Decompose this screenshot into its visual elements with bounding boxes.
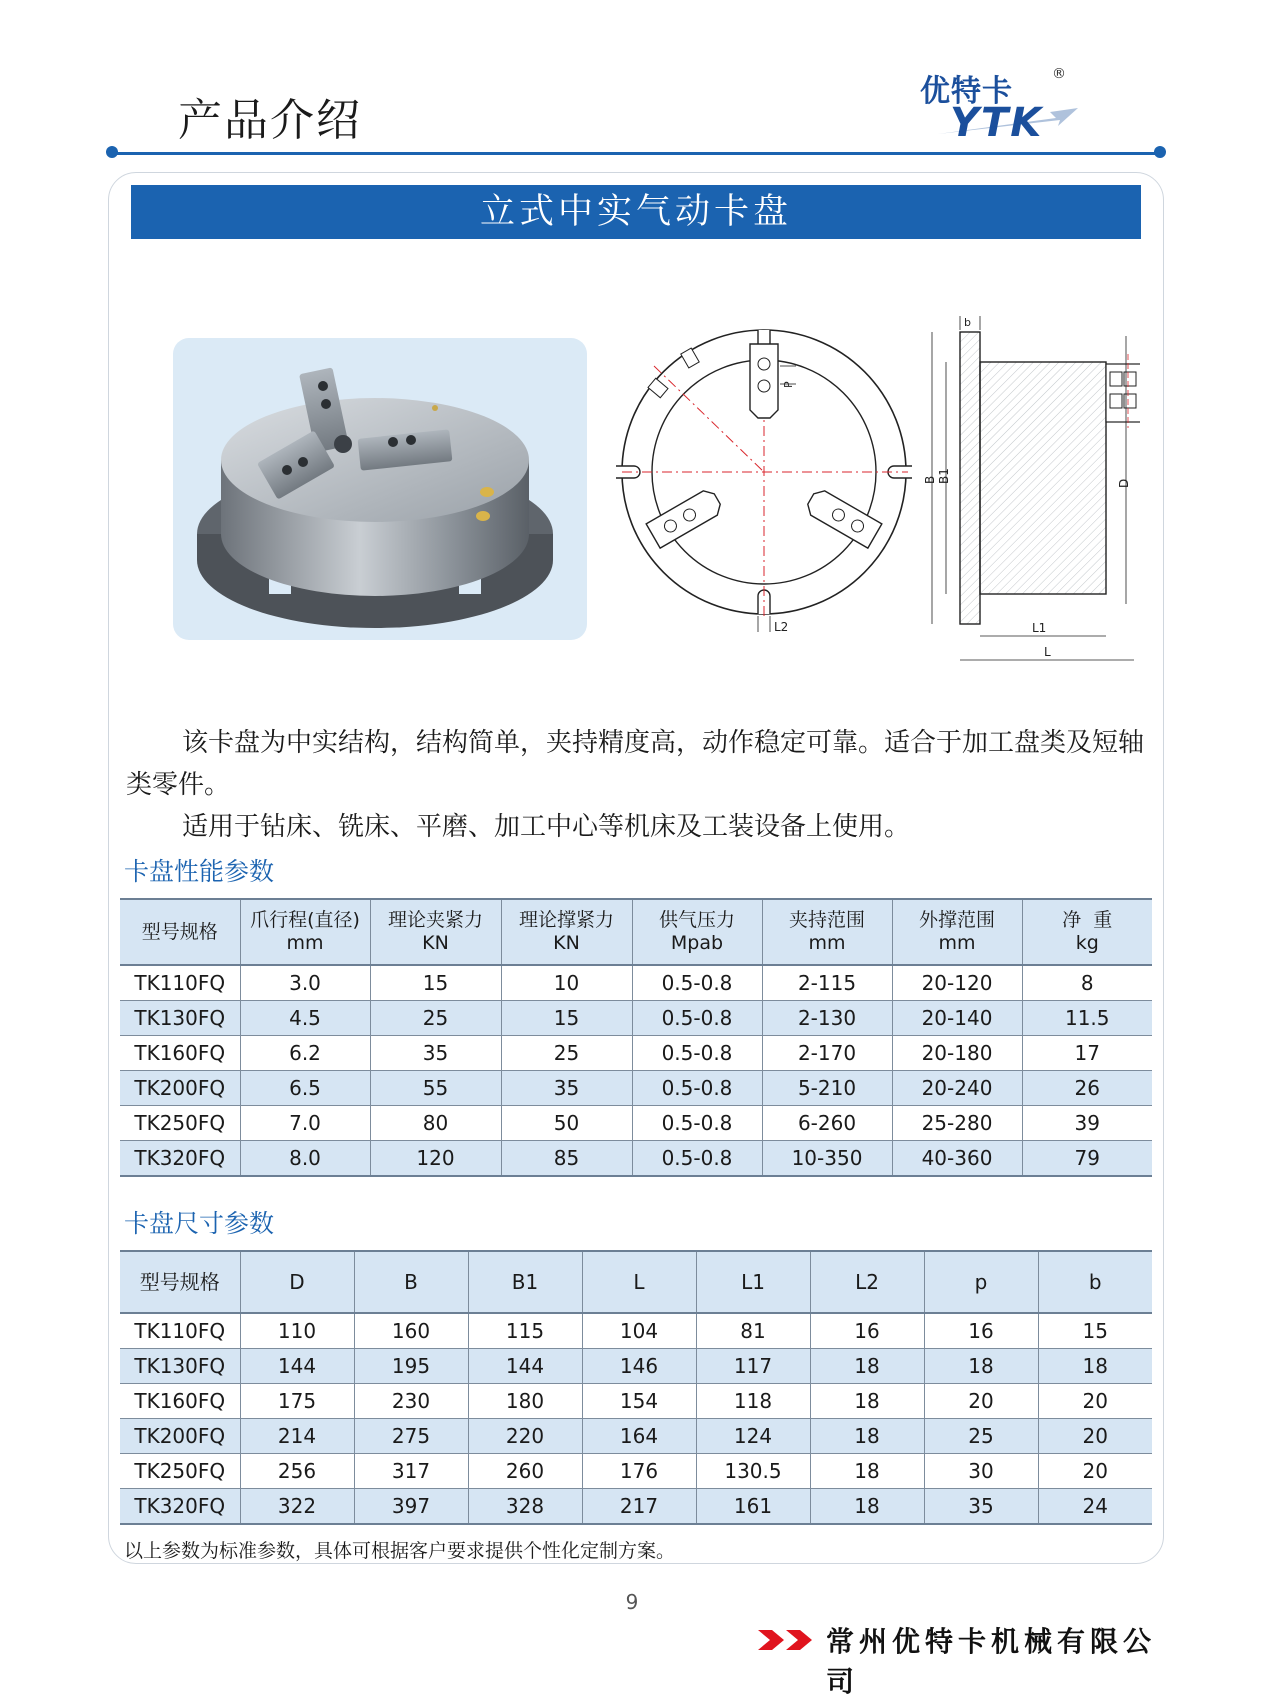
- performance-table-cell: 55: [370, 1071, 501, 1106]
- performance-table-row: [120, 1106, 1152, 1141]
- dimensions-table-cell: 144: [240, 1349, 354, 1384]
- dimensions-table-row: [120, 1419, 1152, 1454]
- dimensions-table-cell-model: TK250FQ: [120, 1454, 240, 1489]
- performance-table-cell: 6.2: [240, 1036, 370, 1071]
- perf-header-clamp-force: 理论夹紧力 KN: [370, 899, 501, 965]
- dimensions-table-cell-model: TK160FQ: [120, 1384, 240, 1419]
- logo-english-name: YTK: [950, 100, 1044, 146]
- dimensions-table-cell: 16: [924, 1313, 1038, 1349]
- dimensions-table-row: [120, 1489, 1152, 1525]
- page-number: 9: [625, 1590, 639, 1614]
- dimensions-table-cell-model: TK130FQ: [120, 1349, 240, 1384]
- header-divider: [112, 152, 1162, 155]
- side-label-l1: L1: [1032, 621, 1047, 635]
- performance-table-cell: 20-240: [892, 1071, 1022, 1106]
- dimensions-table-row: [120, 1313, 1152, 1349]
- performance-table-cell: 15: [501, 1001, 632, 1036]
- dimensions-table: [120, 1250, 1152, 1525]
- dimensions-table-row: [120, 1384, 1152, 1419]
- side-label-d: D: [1117, 478, 1131, 488]
- dimensions-table-cell: 18: [810, 1419, 924, 1454]
- dimensions-table-cell: 154: [582, 1384, 696, 1419]
- perf-header-expand-force: 理论撑紧力 KN: [501, 899, 632, 965]
- performance-table-cell: 3.0: [240, 965, 370, 1001]
- performance-table-cell: 10-350: [762, 1141, 892, 1177]
- performance-table-cell: 0.5-0.8: [632, 965, 762, 1001]
- performance-table-cell: 26: [1022, 1071, 1152, 1106]
- performance-table-row: [120, 1036, 1152, 1071]
- performance-heading: 卡盘性能参数: [124, 857, 275, 886]
- performance-table-cell: 25-280: [892, 1106, 1022, 1141]
- dimensions-table-cell: 160: [354, 1313, 468, 1349]
- performance-table-cell: 35: [501, 1071, 632, 1106]
- side-view-drawing: [920, 314, 1140, 664]
- front-label-p: P: [782, 381, 795, 388]
- dimensions-table-cell: 81: [696, 1313, 810, 1349]
- performance-table-cell: 25: [370, 1001, 501, 1036]
- dimensions-table-cell: 30: [924, 1454, 1038, 1489]
- front-view-svg: [612, 326, 916, 636]
- dimensions-table-cell: 124: [696, 1419, 810, 1454]
- perf-header-model: 型号规格: [120, 899, 240, 965]
- performance-table-cell: 25: [501, 1036, 632, 1071]
- dimensions-table-cell: 275: [354, 1419, 468, 1454]
- dimensions-table-cell: 397: [354, 1489, 468, 1525]
- standard-parameters-note: 以上参数为标准参数，具体可根据客户要求提供个性化定制方案。: [124, 1540, 676, 1562]
- dimensions-table-cell: 18: [1038, 1349, 1152, 1384]
- dimensions-table-cell: 180: [468, 1384, 582, 1419]
- performance-table-cell: 6-260: [762, 1106, 892, 1141]
- dimensions-table-cell: 18: [924, 1349, 1038, 1384]
- performance-table-row: [120, 1071, 1152, 1106]
- performance-table-cell: 7.0: [240, 1106, 370, 1141]
- side-label-b: B: [923, 475, 937, 484]
- performance-table-cell: 8.0: [240, 1141, 370, 1177]
- dimensions-table-cell: 15: [1038, 1313, 1152, 1349]
- performance-table-cell: 20-120: [892, 965, 1022, 1001]
- performance-table-row: [120, 1001, 1152, 1036]
- divider-dot-right: [1154, 146, 1166, 158]
- dimensions-table-cell: 25: [924, 1419, 1038, 1454]
- dimensions-table-row: [120, 1454, 1152, 1489]
- dimensions-table-cell: 322: [240, 1489, 354, 1525]
- dimensions-table-cell: 256: [240, 1454, 354, 1489]
- dimensions-table-cell: 18: [810, 1454, 924, 1489]
- dimensions-table-cell: 118: [696, 1384, 810, 1419]
- performance-table-cell: 0.5-0.8: [632, 1071, 762, 1106]
- performance-table-cell: 79: [1022, 1141, 1152, 1177]
- dimensions-table-cell: 144: [468, 1349, 582, 1384]
- performance-header-row: [120, 899, 1152, 965]
- perf-header-stroke: 爪行程(直径) mm: [240, 899, 370, 965]
- description-paragraph-1: 该卡盘为中实结构，结构简单，夹持精度高，动作稳定可靠。适合于加工盘类及短轴类零件。: [126, 728, 1145, 800]
- dimensions-table-cell: 20: [924, 1384, 1038, 1419]
- performance-table-cell-model: TK320FQ: [120, 1141, 240, 1177]
- performance-table-cell: 0.5-0.8: [632, 1036, 762, 1071]
- dimensions-table-cell: 115: [468, 1313, 582, 1349]
- perf-header-expand-range: 外撑范围 mm: [892, 899, 1022, 965]
- dim-header-l1: L1: [696, 1251, 810, 1313]
- performance-table-cell: 6.5: [240, 1071, 370, 1106]
- dimensions-table-cell: 20: [1038, 1454, 1152, 1489]
- dim-header-model: 型号规格: [120, 1251, 240, 1313]
- double-arrow-icon: [758, 1628, 818, 1652]
- dimensions-table-cell: 217: [582, 1489, 696, 1525]
- performance-table-cell: 2-130: [762, 1001, 892, 1036]
- front-label-l2: L2: [774, 620, 789, 634]
- dimensions-table-cell-model: TK200FQ: [120, 1419, 240, 1454]
- dimensions-table-cell: 110: [240, 1313, 354, 1349]
- performance-table-cell-model: TK130FQ: [120, 1001, 240, 1036]
- dim-header-l: L: [582, 1251, 696, 1313]
- dim-header-p: p: [924, 1251, 1038, 1313]
- performance-table-cell-model: TK200FQ: [120, 1071, 240, 1106]
- side-label-l: L: [1044, 645, 1051, 659]
- dim-header-d: D: [240, 1251, 354, 1313]
- perf-header-clamp-range: 夹持范围 mm: [762, 899, 892, 965]
- performance-table-cell: 11.5: [1022, 1001, 1152, 1036]
- performance-table-cell: 35: [370, 1036, 501, 1071]
- dimensions-header-row: [120, 1251, 1152, 1313]
- product-description: [126, 722, 1156, 848]
- performance-table-cell-model: TK250FQ: [120, 1106, 240, 1141]
- dimensions-table-cell: 214: [240, 1419, 354, 1454]
- dim-header-b: B: [354, 1251, 468, 1313]
- dimensions-table-row: [120, 1349, 1152, 1384]
- company-footer: [758, 1620, 1168, 1698]
- dimensions-table-cell-model: TK110FQ: [120, 1313, 240, 1349]
- performance-table-cell: 2-170: [762, 1036, 892, 1071]
- side-view-svg: [920, 314, 1140, 664]
- dimensions-table-cell: 220: [468, 1419, 582, 1454]
- performance-table-cell: 8: [1022, 965, 1152, 1001]
- dimensions-table-cell: 260: [468, 1454, 582, 1489]
- performance-table-cell: 15: [370, 965, 501, 1001]
- dimensions-table-cell: 104: [582, 1313, 696, 1349]
- product-title: 立式中实气动卡盘: [479, 192, 792, 232]
- perf-header-air-pressure: 供气压力 Mpab: [632, 899, 762, 965]
- divider-dot-left: [106, 146, 118, 158]
- description-paragraph-2: 适用于钻床、铣床、平磨、加工中心等机床及工装设备上使用。: [182, 812, 911, 842]
- performance-table: [120, 898, 1152, 1177]
- brand-logo: [918, 62, 1078, 146]
- performance-table-cell: 0.5-0.8: [632, 1001, 762, 1036]
- performance-table-cell: 0.5-0.8: [632, 1141, 762, 1177]
- dimensions-table-cell: 175: [240, 1384, 354, 1419]
- dimensions-table-cell: 20: [1038, 1384, 1152, 1419]
- dimensions-table-cell: 16: [810, 1313, 924, 1349]
- performance-table-cell: 80: [370, 1106, 501, 1141]
- logo-chinese-name: 优特卡: [920, 74, 1013, 109]
- dimensions-table-cell: 317: [354, 1454, 468, 1489]
- product-photo: [173, 338, 587, 640]
- product-title-banner: [131, 185, 1141, 239]
- dimensions-table-cell: 24: [1038, 1489, 1152, 1525]
- side-label-b-small: b: [964, 316, 971, 329]
- dimensions-heading: 卡盘尺寸参数: [124, 1209, 275, 1238]
- performance-table-cell-model: TK160FQ: [120, 1036, 240, 1071]
- dimensions-table-cell: 161: [696, 1489, 810, 1525]
- performance-table-cell: 20-180: [892, 1036, 1022, 1071]
- dimensions-table-cell: 195: [354, 1349, 468, 1384]
- dimensions-table-cell: 146: [582, 1349, 696, 1384]
- performance-table-cell: 4.5: [240, 1001, 370, 1036]
- dimensions-table-cell: 18: [810, 1489, 924, 1525]
- chuck-illustration: [173, 338, 587, 640]
- dim-header-b-small: b: [1038, 1251, 1152, 1313]
- performance-table-cell: 40-360: [892, 1141, 1022, 1177]
- dim-header-b1: B1: [468, 1251, 582, 1313]
- registered-mark: ®: [1052, 66, 1066, 82]
- performance-table-cell: 17: [1022, 1036, 1152, 1071]
- side-label-b1: B1: [937, 468, 951, 484]
- logo-swoosh-icon: [938, 108, 1078, 138]
- performance-table-cell: 2-115: [762, 965, 892, 1001]
- front-view-drawing: [612, 326, 916, 636]
- performance-table-cell: 39: [1022, 1106, 1152, 1141]
- page-title: 产品介绍: [178, 95, 362, 146]
- dimensions-table-cell: 117: [696, 1349, 810, 1384]
- performance-table-cell: 20-140: [892, 1001, 1022, 1036]
- company-name: 常州优特卡机械有限公司: [826, 1625, 1157, 1698]
- performance-table-cell: 50: [501, 1106, 632, 1141]
- dimensions-table-cell: 328: [468, 1489, 582, 1525]
- performance-table-cell: 85: [501, 1141, 632, 1177]
- performance-table-cell: 120: [370, 1141, 501, 1177]
- perf-header-weight: 净 重 kg: [1022, 899, 1152, 965]
- dimensions-table-cell-model: TK320FQ: [120, 1489, 240, 1525]
- performance-table-row: [120, 1141, 1152, 1177]
- dim-header-l2: L2: [810, 1251, 924, 1313]
- performance-table-cell: 10: [501, 965, 632, 1001]
- dimensions-table-cell: 18: [810, 1349, 924, 1384]
- dimensions-table-cell: 164: [582, 1419, 696, 1454]
- dimensions-table-cell: 35: [924, 1489, 1038, 1525]
- dimensions-table-cell: 230: [354, 1384, 468, 1419]
- dimensions-table-cell: 176: [582, 1454, 696, 1489]
- performance-table-cell-model: TK110FQ: [120, 965, 240, 1001]
- dimensions-table-cell: 20: [1038, 1419, 1152, 1454]
- performance-table-cell: 0.5-0.8: [632, 1106, 762, 1141]
- dimensions-table-cell: 18: [810, 1384, 924, 1419]
- dimensions-table-cell: 130.5: [696, 1454, 810, 1489]
- performance-table-cell: 5-210: [762, 1071, 892, 1106]
- performance-table-row: [120, 965, 1152, 1001]
